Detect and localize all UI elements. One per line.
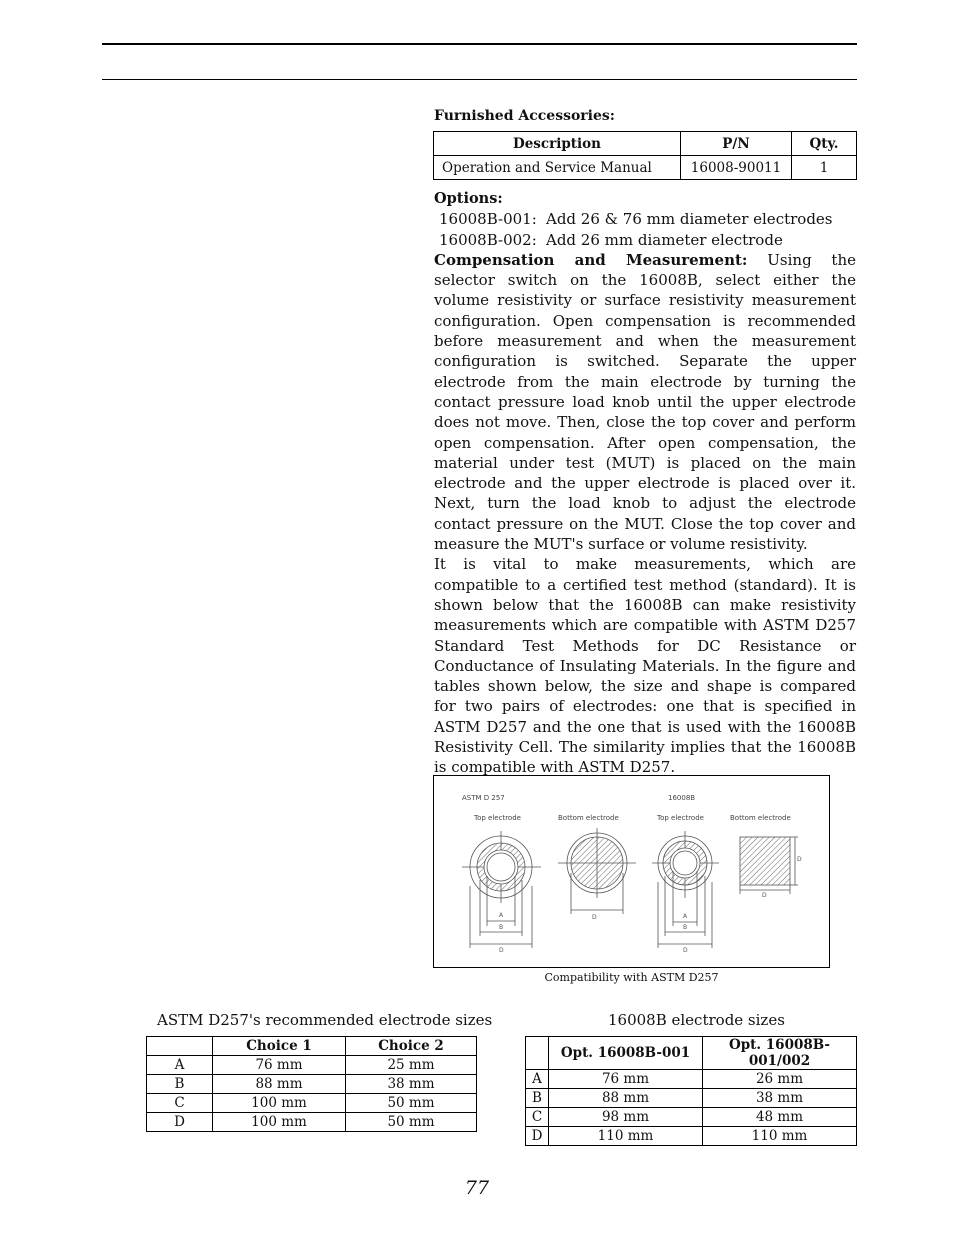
- table-cell: C: [526, 1108, 549, 1127]
- table-header-cell: Choice 1: [213, 1037, 346, 1056]
- table-cell: 25 mm: [346, 1056, 477, 1075]
- accessories-col-pn: P/N: [681, 132, 792, 156]
- b-size-table: [525, 1036, 857, 1146]
- accessory-qty: 1: [792, 156, 857, 180]
- dim-label: D: [797, 856, 802, 863]
- table-cell: C: [147, 1094, 213, 1113]
- table-cell: 88 mm: [549, 1089, 703, 1108]
- accessories-col-description: Description: [434, 132, 681, 156]
- astm-size-table: [146, 1036, 477, 1132]
- table-row: [434, 156, 857, 180]
- accessory-pn: 16008-90011: [681, 156, 792, 180]
- table-cell: 100 mm: [213, 1113, 346, 1132]
- dim-label: D: [683, 947, 688, 954]
- table-cell: 76 mm: [213, 1056, 346, 1075]
- table-row: [526, 1108, 857, 1127]
- figure-label-bottom-electrode-astm: Bottom electrode: [558, 814, 619, 822]
- figure-group-right-label: 16008B: [668, 794, 696, 802]
- table-row: [147, 1056, 477, 1075]
- accessories-col-qty: Qty.: [792, 132, 857, 156]
- compatibility-paragraph: It is vital to make measurements, which are compatible to a certified test method (standard). It is shown below that the 16008B can make resistivity measurements which are compatible with ASTM D257 Standard Test Methods for DC Resistance or Conductance of Insulating Materials. In the figure and tables shown below, the size and shape is compared for two pairs of electrodes: one that is specified in ASTM D257 and the one that is used with the 16008B Resistivity Cell. The similarity implies that the 16008B is compatible with ASTM D257.: [434, 555, 856, 777]
- body-text: [434, 189, 856, 778]
- electrode-figure: [433, 775, 830, 968]
- options-heading: Options:: [434, 190, 503, 207]
- table-row: [147, 1094, 477, 1113]
- table-header-cell: [526, 1037, 549, 1070]
- dim-label: D: [499, 947, 504, 954]
- table-cell: 50 mm: [346, 1113, 477, 1132]
- table-header-cell: Opt. 16008B-001/002: [703, 1037, 857, 1070]
- table-header-cell: [147, 1037, 213, 1056]
- table-cell: 110 mm: [549, 1127, 703, 1146]
- table-cell: A: [526, 1070, 549, 1089]
- table-cell: 48 mm: [703, 1108, 857, 1127]
- page-number: 77: [464, 1177, 490, 1199]
- accessories-heading: Furnished Accessories:: [434, 108, 615, 124]
- option-text: Add 26 & 76 mm diameter electrodes: [546, 210, 833, 229]
- dim-label: D: [762, 892, 767, 899]
- table-cell: B: [526, 1089, 549, 1108]
- table-cell: 98 mm: [549, 1108, 703, 1127]
- option-text: Add 26 mm diameter electrode: [546, 230, 783, 249]
- accessories-table: [433, 131, 857, 180]
- header-rule-top: [102, 43, 857, 45]
- astm-table-title: ASTM D257's recommended electrode sizes: [157, 1011, 493, 1029]
- figure-caption: Compatibility with ASTM D257: [544, 971, 719, 984]
- electrode-diagram: [434, 776, 831, 969]
- header-rule-bottom: [102, 79, 857, 80]
- figure-label-top-electrode-astm: Top electrode: [474, 814, 521, 822]
- dim-label: B: [683, 924, 688, 931]
- table-row: [147, 1075, 477, 1094]
- table-cell: 88 mm: [213, 1075, 346, 1094]
- table-row: [526, 1070, 857, 1089]
- table-cell: 110 mm: [703, 1127, 857, 1146]
- table-header-cell: Choice 2: [346, 1037, 477, 1056]
- table-cell: 100 mm: [213, 1094, 346, 1113]
- table-cell: 50 mm: [346, 1094, 477, 1113]
- figure-label-bottom-electrode-b: Bottom electrode: [730, 814, 791, 822]
- compensation-text: Using the selector switch on the 16008B, select either the volume resistivity or surface resistivity measurement configuration. Open compensation is recommended before measurement and when the measurement configuration is switched. Separate the upper electrode from the main electrode by turning the contact pressure load knob until the upper electrode does not move. Then, close the top cover and perform open compensation. After open compensation, the material under test (MUT) is placed on the main electrode and the upper electrode is placed over it. Next, turn the load knob to adjust the electrode contact pressure on the MUT. Close the top cover and measure the MUT's surface or volume resistivity.: [434, 250, 857, 554]
- table-header-cell: Opt. 16008B-001: [549, 1037, 703, 1070]
- option-item: [434, 230, 856, 250]
- table-cell: A: [147, 1056, 213, 1075]
- dim-label: A: [499, 912, 504, 919]
- dim-label: A: [683, 913, 688, 920]
- table-row: [526, 1089, 857, 1108]
- figure-group-left-label: ASTM D 257: [462, 794, 505, 802]
- table-cell: 76 mm: [549, 1070, 703, 1089]
- compensation-heading: Compensation and Measurement:: [434, 250, 748, 269]
- table-cell: 38 mm: [703, 1089, 857, 1108]
- table-row: [526, 1127, 857, 1146]
- option-code: 16008B-001:: [439, 210, 537, 229]
- table-cell: B: [147, 1075, 213, 1094]
- figure-label-top-electrode-b: Top electrode: [657, 814, 704, 822]
- option-item: [434, 209, 856, 229]
- b-bottom-electrode: [740, 837, 798, 894]
- table-cell: 38 mm: [346, 1075, 477, 1094]
- option-code: 16008B-002:: [439, 230, 537, 249]
- astm-bottom-electrode: [558, 828, 636, 914]
- dim-label: B: [499, 924, 504, 931]
- table-cell: D: [147, 1113, 213, 1132]
- b-table-title: 16008B electrode sizes: [608, 1011, 785, 1029]
- compensation-paragraph: [434, 250, 856, 554]
- table-row: [147, 1113, 477, 1132]
- table-cell: D: [526, 1127, 549, 1146]
- dim-label: D: [592, 914, 597, 921]
- accessory-description: Operation and Service Manual: [434, 156, 681, 180]
- table-cell: 26 mm: [703, 1070, 857, 1089]
